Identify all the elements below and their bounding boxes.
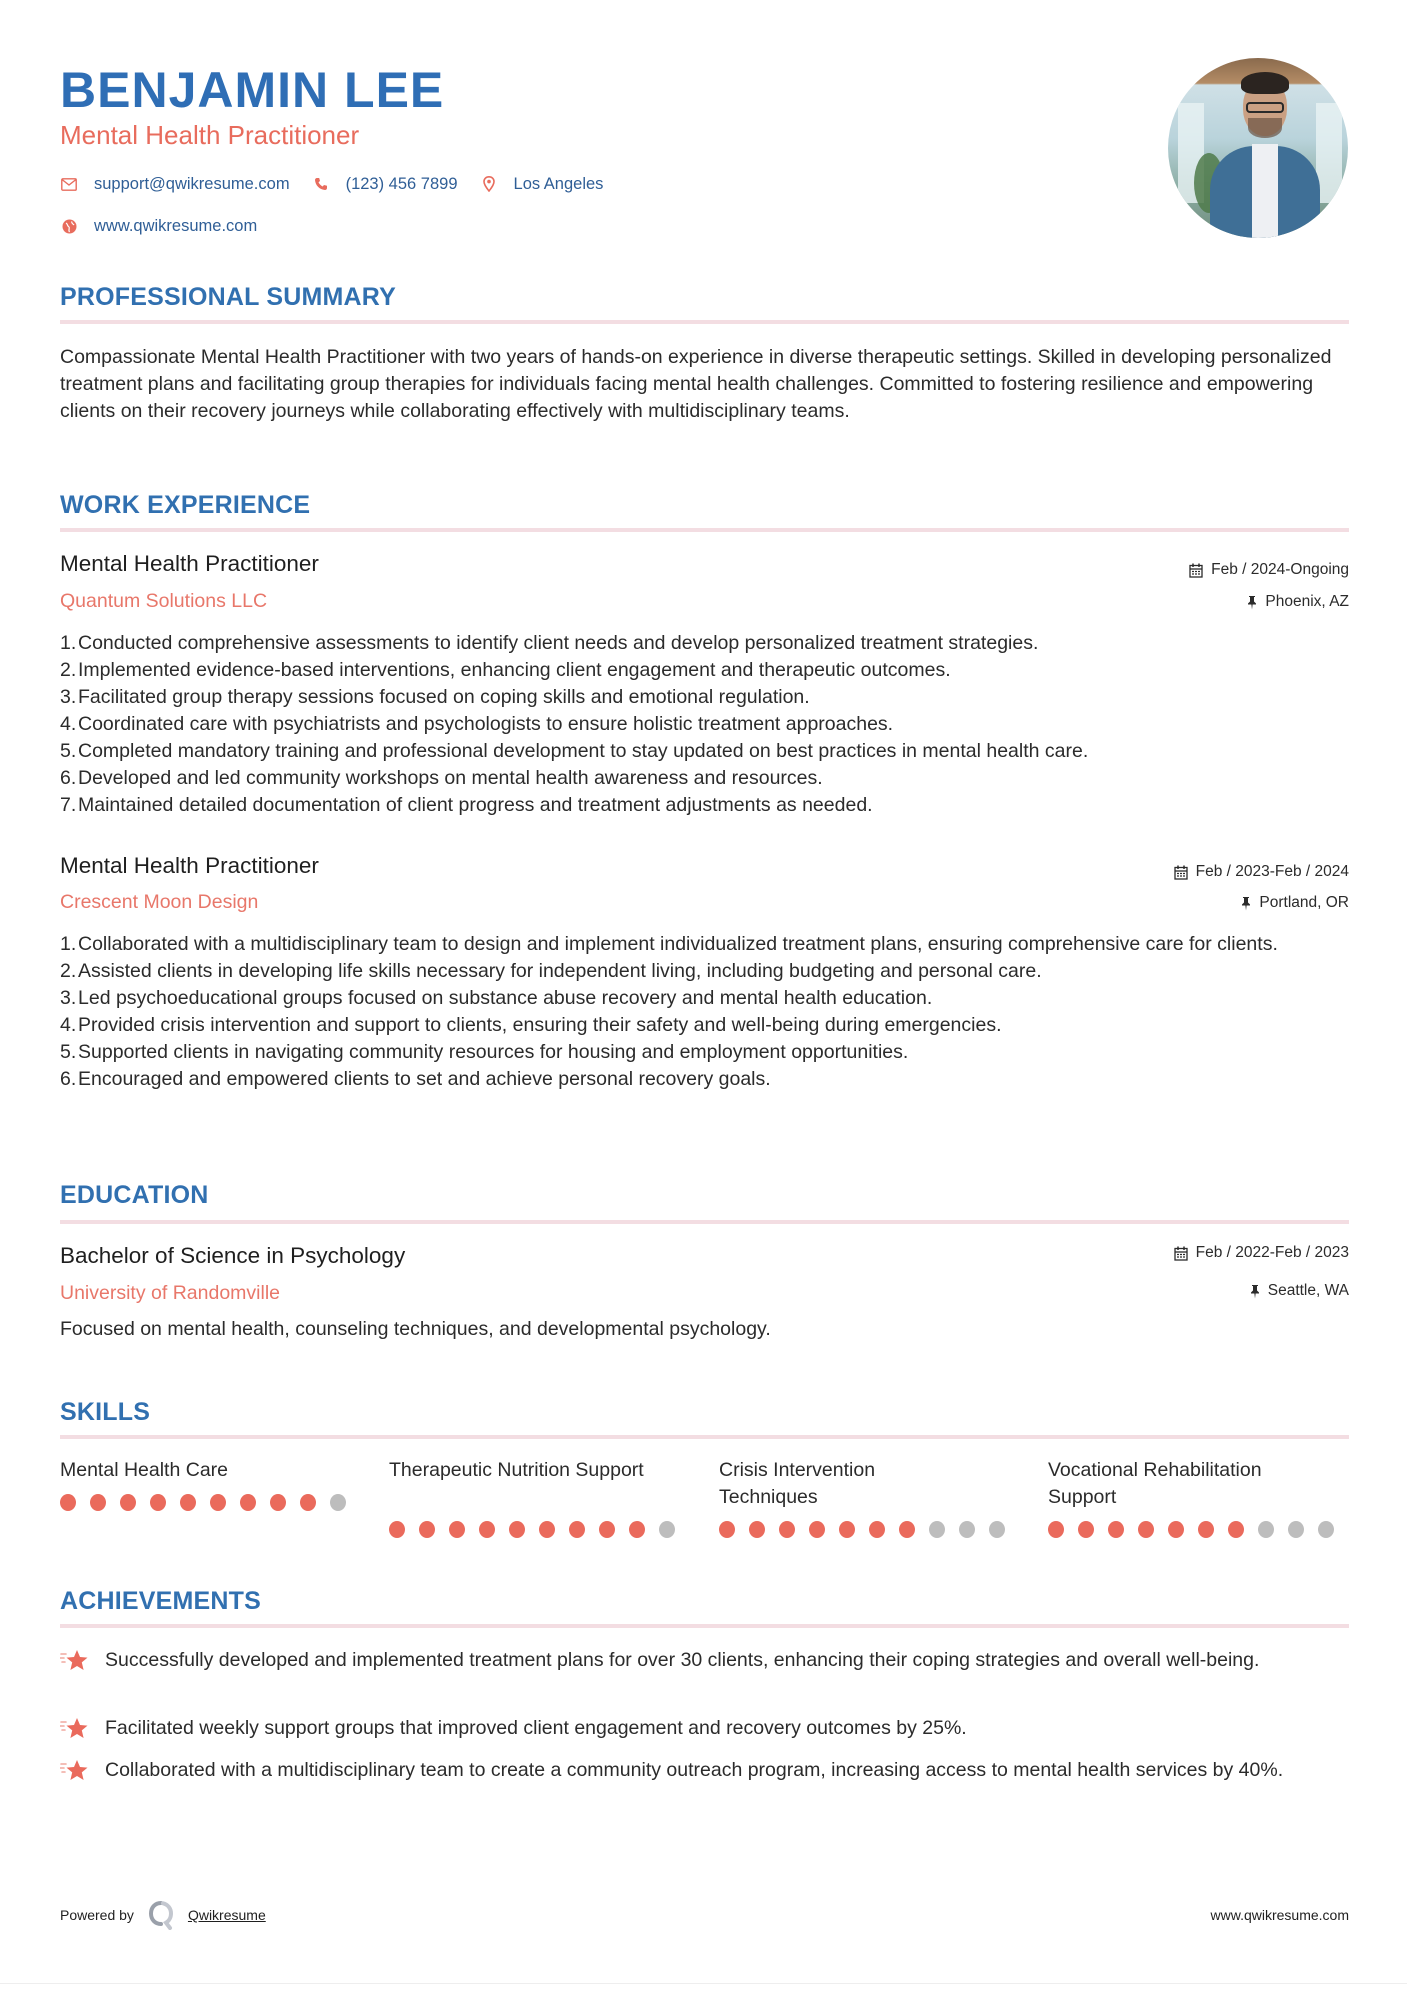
section-title-achievements: ACHIEVEMENTS bbox=[60, 1587, 262, 1615]
rating-dot-filled bbox=[60, 1494, 76, 1511]
contact-email[interactable] bbox=[60, 173, 290, 195]
section-divider bbox=[60, 528, 1349, 532]
rating-dot-empty bbox=[929, 1521, 945, 1538]
bullet-item: 2. Implemented evidence-based interventions, enhancing client engagement and therapeutic outcomes. bbox=[60, 659, 951, 681]
skill-item bbox=[389, 1457, 689, 1538]
photo-beard bbox=[1248, 118, 1282, 138]
rating-dot-filled bbox=[1168, 1521, 1184, 1538]
rating-dot-empty bbox=[1318, 1521, 1334, 1538]
rating-dot-empty bbox=[989, 1521, 1005, 1538]
education-description: Focused on mental health, counseling techniques, and developmental psychology. bbox=[60, 1318, 771, 1340]
rating-dot-empty bbox=[659, 1521, 675, 1538]
rating-dot-empty bbox=[330, 1494, 346, 1511]
achievement-item bbox=[60, 1757, 1349, 1784]
achievement-text: Successfully developed and implemented treatment plans for over 30 clients, enhancing their coping strategies and overall well-being. bbox=[105, 1649, 1260, 1671]
bullet-item: 6. Developed and led community workshops on mental health awareness and resources. bbox=[60, 767, 823, 789]
summary-text: Compassionate Mental Health Practitioner with two years of hands-on experience in diverse therapeutic settings. Skilled in developing personalized treatment plans and facilitating group therapies for individuals facing mental health challenges. Committed to fostering resilience and empowering clients on their recovery journeys while collaborating effectively with multidisciplinary teams. bbox=[60, 346, 1332, 422]
skill-name: Mental Health Care bbox=[60, 1459, 228, 1481]
skill-rating bbox=[1048, 1521, 1348, 1538]
rating-dot-filled bbox=[479, 1521, 495, 1538]
rating-dot-filled bbox=[899, 1521, 915, 1538]
rating-dot-filled bbox=[779, 1521, 795, 1538]
rating-dot-filled bbox=[869, 1521, 885, 1538]
star-award-icon bbox=[60, 1715, 90, 1742]
rating-dot-filled bbox=[1048, 1521, 1064, 1538]
section-title-experience: WORK EXPERIENCE bbox=[60, 491, 311, 519]
rating-dot-empty bbox=[959, 1521, 975, 1538]
skill-item bbox=[60, 1457, 360, 1511]
rating-dot-empty bbox=[1258, 1521, 1274, 1538]
job-dates bbox=[1189, 560, 1349, 580]
rating-dot-filled bbox=[210, 1494, 226, 1511]
bullet-item: 6. Encouraged and empowered clients to set and achieve personal recovery goals. bbox=[60, 1068, 771, 1090]
rating-dot-filled bbox=[180, 1494, 196, 1511]
skill-name: Therapeutic Nutrition Support bbox=[389, 1459, 644, 1481]
bullet-item: 5. Completed mandatory training and professional development to stay updated on best practices in mental health care. bbox=[60, 740, 1089, 762]
phone-icon bbox=[312, 175, 330, 193]
location-text: Los Angeles bbox=[513, 175, 604, 193]
section-divider bbox=[60, 1624, 1349, 1628]
powered-by-label: Powered by bbox=[60, 1907, 134, 1923]
skill-item bbox=[1048, 1457, 1348, 1538]
skill-name: Vocational Rehabilitation Support bbox=[1048, 1459, 1262, 1508]
pushpin-icon bbox=[1241, 896, 1251, 911]
section-title-skills: SKILLS bbox=[60, 1398, 151, 1426]
rating-dot-filled bbox=[809, 1521, 825, 1538]
dates-text: Feb / 2023-Feb / 2024 bbox=[1195, 863, 1349, 880]
contact-row-primary bbox=[60, 173, 625, 195]
job-bullets bbox=[60, 931, 1290, 1093]
rating-dot-filled bbox=[719, 1521, 735, 1538]
rating-dot-filled bbox=[539, 1521, 555, 1538]
section-title-summary: PROFESSIONAL SUMMARY bbox=[60, 283, 396, 311]
school-name: University of Randomville bbox=[60, 1282, 280, 1304]
location-text: Phoenix, AZ bbox=[1265, 593, 1349, 610]
rating-dot-filled bbox=[300, 1494, 316, 1511]
photo-hair bbox=[1241, 72, 1289, 94]
section-divider bbox=[60, 320, 1349, 324]
calendar-icon bbox=[1189, 563, 1203, 578]
qwikresume-link[interactable]: Qwikresume bbox=[187, 1907, 266, 1923]
globe-icon bbox=[60, 217, 78, 235]
skill-rating bbox=[719, 1521, 1019, 1538]
qwikresume-logo-icon bbox=[148, 1900, 174, 1930]
envelope-icon bbox=[60, 175, 78, 193]
photo-glasses bbox=[1246, 102, 1284, 113]
location-text: Seattle, WA bbox=[1267, 1282, 1349, 1299]
job-location bbox=[1241, 893, 1349, 913]
job-company: Quantum Solutions LLC bbox=[60, 590, 268, 612]
achievement-text: Collaborated with a multidisciplinary team to create a community outreach program, increasing access to mental health services by 40%. bbox=[105, 1759, 1284, 1781]
job-title: Mental Health Practitioner bbox=[60, 551, 319, 576]
achievement-text: Facilitated weekly support groups that improved client engagement and recovery outcomes by 25%. bbox=[105, 1717, 967, 1739]
rating-dot-filled bbox=[839, 1521, 855, 1538]
achievement-item bbox=[60, 1715, 1349, 1742]
dates-text: Feb / 2024-Ongoing bbox=[1211, 561, 1349, 578]
skill-item bbox=[719, 1457, 1019, 1538]
rating-dot-filled bbox=[270, 1494, 286, 1511]
education-location bbox=[1250, 1281, 1349, 1301]
skill-rating bbox=[389, 1521, 689, 1538]
calendar-icon bbox=[1174, 865, 1188, 880]
rating-dot-filled bbox=[569, 1521, 585, 1538]
dates-text: Feb / 2022-Feb / 2023 bbox=[1195, 1244, 1349, 1261]
contact-phone[interactable] bbox=[312, 173, 458, 195]
bullet-item: 4. Provided crisis intervention and support to clients, ensuring their safety and well-being during emergencies. bbox=[60, 1014, 1002, 1036]
skill-rating bbox=[60, 1494, 360, 1511]
star-award-icon bbox=[60, 1647, 90, 1674]
job-company: Crescent Moon Design bbox=[60, 891, 259, 913]
photo-shirt bbox=[1252, 144, 1278, 238]
job-location bbox=[1247, 592, 1349, 612]
job-dates bbox=[1174, 862, 1349, 882]
rating-dot-filled bbox=[449, 1521, 465, 1538]
section-title-education: EDUCATION bbox=[60, 1181, 209, 1209]
candidate-role: Mental Health Practitioner bbox=[60, 120, 360, 150]
rating-dot-filled bbox=[1108, 1521, 1124, 1538]
job-title: Mental Health Practitioner bbox=[60, 853, 319, 878]
rating-dot-filled bbox=[629, 1521, 645, 1538]
rating-dot-filled bbox=[749, 1521, 765, 1538]
rating-dot-filled bbox=[1198, 1521, 1214, 1538]
rating-dot-filled bbox=[389, 1521, 405, 1538]
phone-text: (123) 456 7899 bbox=[345, 175, 458, 193]
map-pin-icon bbox=[480, 175, 498, 193]
job-bullets bbox=[60, 630, 1349, 819]
bullet-item: 7. Maintained detailed documentation of client progress and treatment adjustments as needed. bbox=[60, 794, 873, 816]
rating-dot-filled bbox=[509, 1521, 525, 1538]
rating-dot-filled bbox=[240, 1494, 256, 1511]
skill-name: Crisis Intervention Techniques bbox=[719, 1459, 876, 1508]
achievement-item bbox=[60, 1647, 1349, 1674]
pushpin-icon bbox=[1247, 595, 1257, 610]
bullet-item: 3. Led psychoeducational groups focused on substance abuse recovery and mental health education. bbox=[60, 987, 933, 1009]
bullet-item: 3. Facilitated group therapy sessions focused on coping skills and emotional regulation. bbox=[60, 686, 810, 708]
rating-dot-filled bbox=[1228, 1521, 1244, 1538]
rating-dot-filled bbox=[150, 1494, 166, 1511]
bullet-item: 5. Supported clients in navigating community resources for housing and employment opportunities. bbox=[60, 1041, 909, 1063]
candidate-name: BENJAMIN LEE bbox=[60, 62, 445, 118]
footer-powered-by bbox=[60, 1900, 266, 1930]
degree-title: Bachelor of Science in Psychology bbox=[60, 1243, 406, 1268]
rating-dot-filled bbox=[120, 1494, 136, 1511]
bullet-item: 4. Coordinated care with psychiatrists and psychologists to ensure holistic treatment approaches. bbox=[60, 713, 894, 735]
star-award-icon bbox=[60, 1757, 90, 1784]
contact-row-secondary bbox=[60, 215, 279, 237]
rating-dot-filled bbox=[90, 1494, 106, 1511]
location-text: Portland, OR bbox=[1259, 894, 1349, 911]
pushpin-icon bbox=[1250, 1284, 1260, 1299]
calendar-icon bbox=[1174, 1246, 1188, 1261]
bullet-item: 1. Conducted comprehensive assessments to identify client needs and develop personalized treatment strategies. bbox=[60, 632, 1039, 654]
rating-dot-filled bbox=[419, 1521, 435, 1538]
website-text: www.qwikresume.com bbox=[94, 217, 258, 235]
rating-dot-filled bbox=[1138, 1521, 1154, 1538]
contact-website[interactable] bbox=[60, 215, 257, 237]
section-divider bbox=[60, 1220, 1349, 1224]
footer-website[interactable]: www.qwikresume.com bbox=[1210, 1907, 1349, 1923]
rating-dot-filled bbox=[599, 1521, 615, 1538]
email-text: support@qwikresume.com bbox=[94, 175, 290, 193]
rating-dot-filled bbox=[1078, 1521, 1094, 1538]
rating-dot-empty bbox=[1288, 1521, 1304, 1538]
bullet-item: 2. Assisted clients in developing life skills necessary for independent living, including budgeting and personal care. bbox=[60, 960, 1042, 982]
contact-location bbox=[480, 173, 604, 195]
education-dates bbox=[1174, 1243, 1349, 1263]
section-divider bbox=[60, 1435, 1349, 1439]
bullet-item: 1. Collaborated with a multidisciplinary team to design and implement individualized treatment plans, ensuring comprehensive care for clients. bbox=[60, 933, 1278, 955]
profile-photo bbox=[1168, 58, 1348, 238]
